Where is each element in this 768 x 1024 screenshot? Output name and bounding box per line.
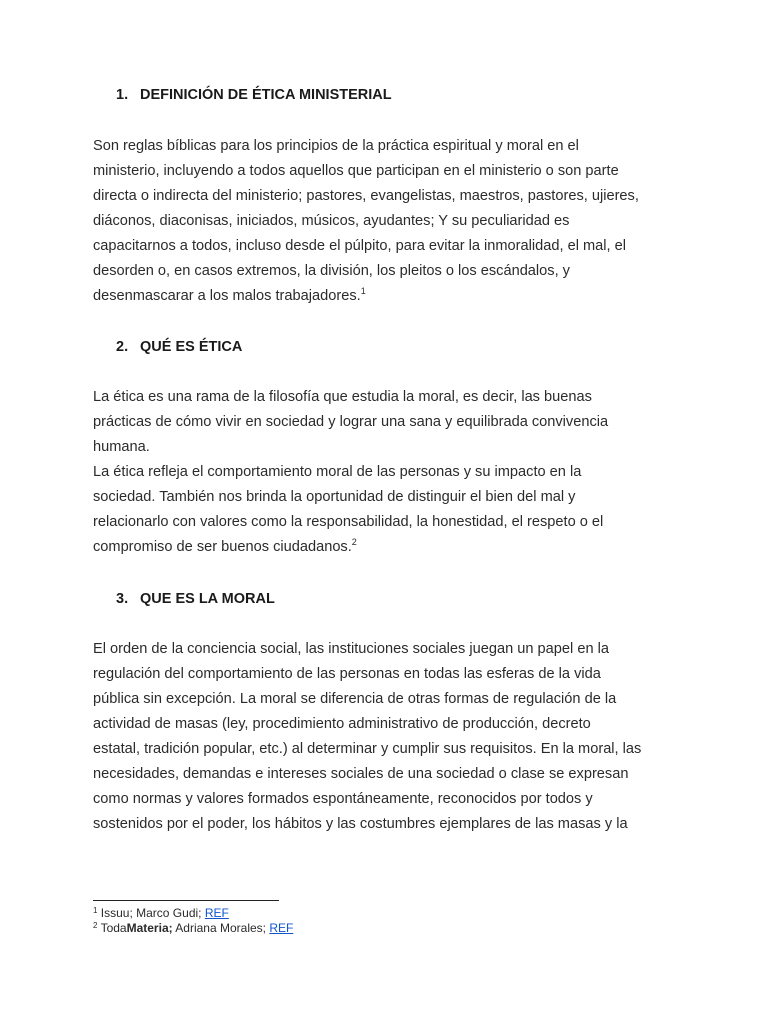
paragraph-line: prácticas de cómo vivir en sociedad y lograr una sana y equilibrada convivencia bbox=[93, 414, 609, 430]
paragraph-line-last bbox=[93, 535, 693, 560]
paragraph-line: ministerio, incluyendo a todos aquellos que participan en el ministerio o son parte bbox=[93, 163, 619, 179]
paragraph-line: El orden de la conciencia social, las instituciones sociales juegan un papel en la bbox=[93, 641, 609, 657]
footnote-text-after: Adriana Morales; bbox=[172, 921, 270, 935]
section-1-paragraph bbox=[93, 134, 693, 309]
paragraph-line: estatal, tradición popular, etc.) al determinar y cumplir sus requisitos. En la moral, las bbox=[93, 741, 642, 757]
paragraph-line-last bbox=[93, 284, 693, 309]
paragraph-line-text: compromiso de ser buenos ciudadanos. bbox=[93, 539, 352, 555]
section-1-title: DEFINICIÓN DE ÉTICA MINISTERIAL bbox=[140, 87, 392, 103]
paragraph-line: diáconos, diaconisas, iniciados, músicos, ayudantes; Y su peculiaridad es bbox=[93, 213, 570, 229]
footnote-bold-text: Materia; bbox=[126, 921, 173, 935]
paragraph-line-text: desenmascarar a los malos trabajadores. bbox=[93, 288, 361, 304]
paragraph-line: pública sin excepción. La moral se diferencia de otras formas de regulación de la bbox=[93, 691, 617, 707]
paragraph-line: necesidades, demandas e intereses sociales de una sociedad o clase se expresan bbox=[93, 766, 629, 782]
section-1-number: 1. bbox=[116, 87, 129, 103]
footnote-text: Toda bbox=[97, 921, 127, 935]
paragraph-line: capacitarnos a todos, incluso desde el púlpito, para evitar la inmoralidad, el mal, el bbox=[93, 238, 626, 254]
paragraph-line: humana. bbox=[93, 439, 150, 455]
footnote-reference-2[interactable]: 2 bbox=[351, 537, 357, 547]
paragraph-line: Son reglas bíblicas para los principios de la práctica espiritual y moral en el bbox=[93, 138, 579, 154]
footnote-mark: 2 bbox=[93, 921, 98, 930]
paragraph-line: sostenidos por el poder, los hábitos y las costumbres ejemplares de las masas y la bbox=[93, 816, 628, 832]
paragraph-line: directa o indirecta del ministerio; pastores, evangelistas, maestros, pastores, ujieres, bbox=[93, 188, 639, 204]
section-1-heading bbox=[116, 87, 392, 103]
section-2-title: QUÉ ES ÉTICA bbox=[140, 339, 243, 355]
paragraph-line: sociedad. También nos brinda la oportunidad de distinguir el bien del mal y bbox=[93, 489, 576, 505]
footnote-separator bbox=[93, 900, 279, 901]
section-2-paragraph bbox=[93, 385, 693, 560]
footnote-ref-link[interactable]: REF bbox=[204, 906, 229, 920]
paragraph-line: La ética es una rama de la filosofía que estudia la moral, es decir, las buenas bbox=[93, 389, 592, 405]
footnote-reference-1[interactable]: 1 bbox=[360, 286, 366, 296]
paragraph-line: La ética refleja el comportamiento moral de las personas y su impacto en la bbox=[93, 464, 582, 480]
paragraph-line: regulación del comportamiento de las personas en todas las esferas de la vida bbox=[93, 666, 601, 682]
section-3-paragraph bbox=[93, 637, 693, 837]
section-3-number: 3. bbox=[116, 591, 129, 607]
section-2-heading bbox=[116, 339, 242, 355]
footnote-text: Issuu; Marco Gudi; bbox=[97, 906, 205, 920]
paragraph-line: como normas y valores formados espontáneamente, reconocidos por todos y bbox=[93, 791, 593, 807]
footnote-1 bbox=[93, 906, 229, 920]
paragraph-line: relacionarlo con valores como la responsabilidad, la honestidad, el respeto o el bbox=[93, 514, 604, 530]
paragraph-line: actividad de masas (ley, procedimiento administrativo de producción, decreto bbox=[93, 716, 591, 732]
section-2-number: 2. bbox=[116, 339, 129, 355]
section-3-title: QUE ES LA MORAL bbox=[140, 591, 275, 607]
paragraph-line: desorden o, en casos extremos, la división, los pleitos o los escándalos, y bbox=[93, 263, 570, 279]
footnote-mark: 1 bbox=[93, 906, 98, 915]
section-3-heading bbox=[116, 591, 275, 607]
footnote-2 bbox=[93, 921, 293, 935]
footnote-ref-link[interactable]: REF bbox=[269, 921, 294, 935]
